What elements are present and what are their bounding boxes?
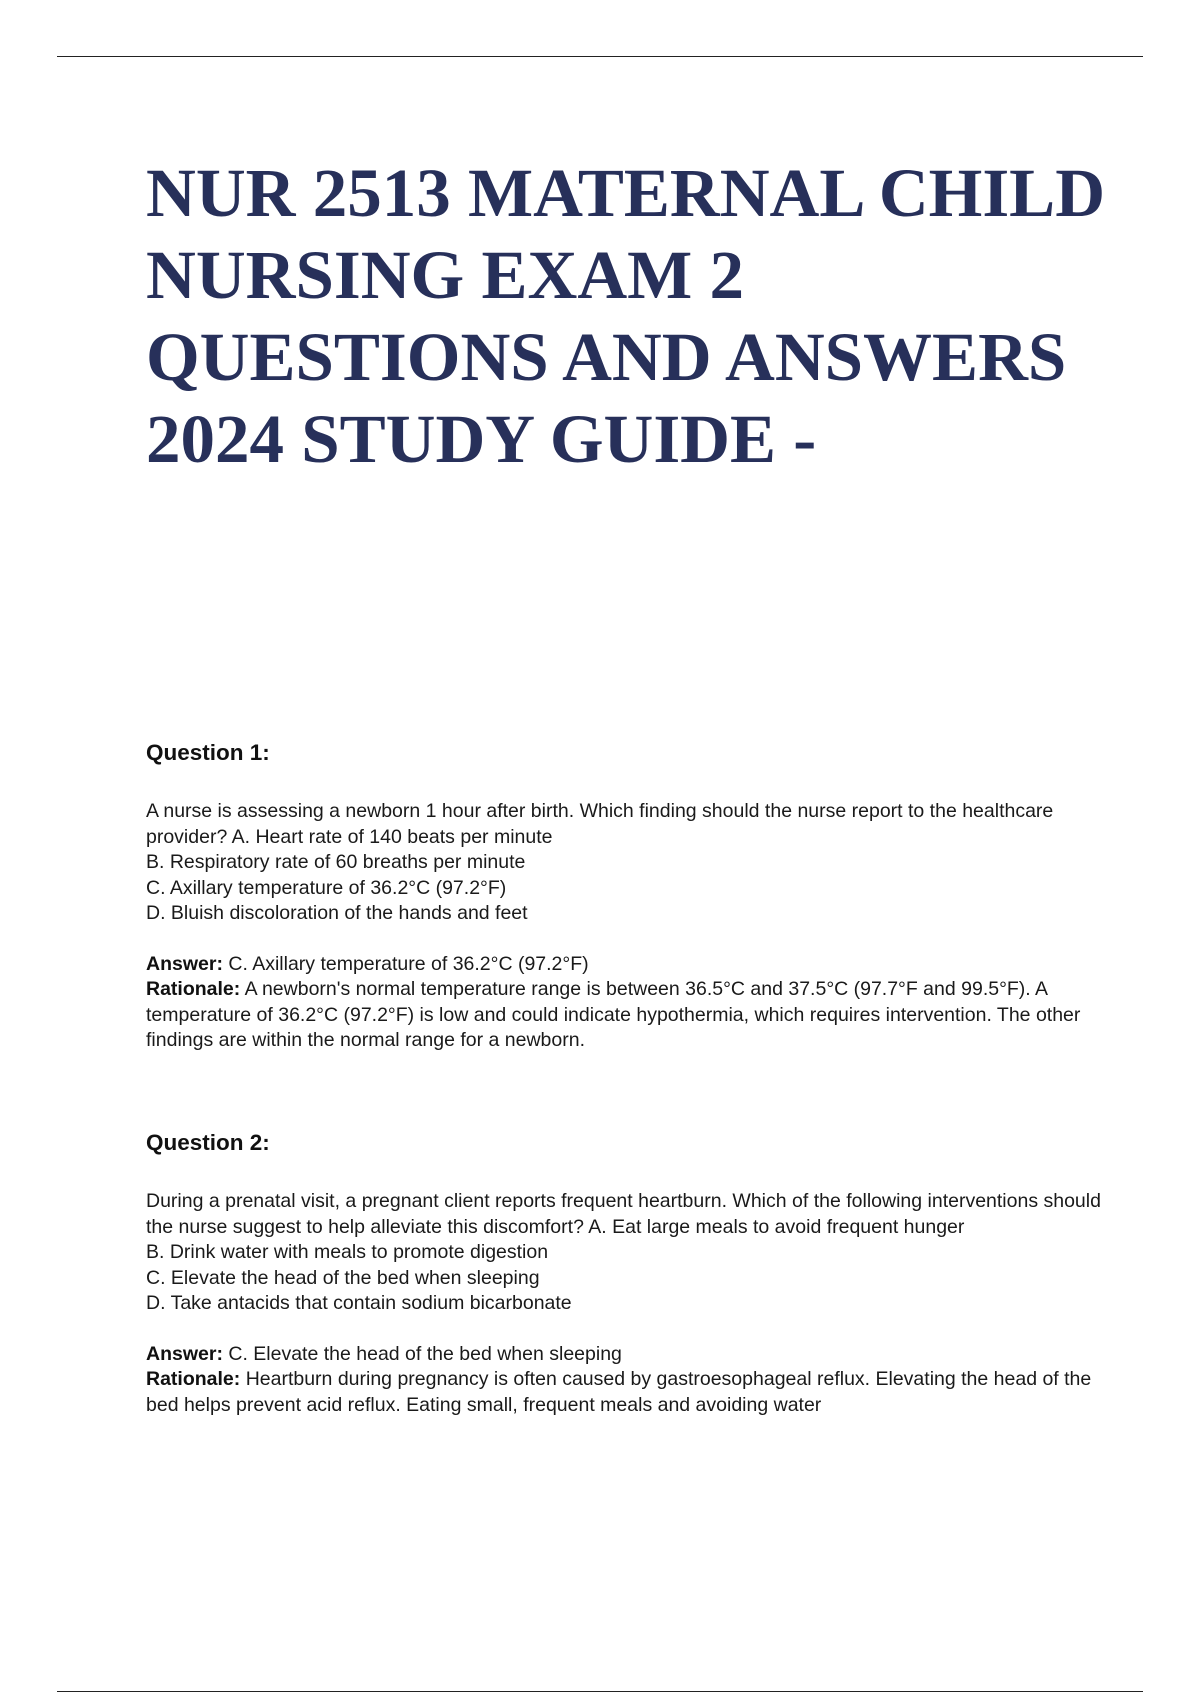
question-2 (146, 1128, 1106, 1418)
answer-line (146, 952, 1106, 978)
answer-line (146, 1342, 1106, 1368)
rationale-line (146, 1367, 1106, 1418)
question-body (146, 1189, 1106, 1317)
option-c: C. Axillary temperature of 36.2°C (97.2°F) (146, 876, 507, 899)
option-c: C. Elevate the head of the bed when sleeping (146, 1266, 540, 1289)
question-stem: A nurse is assessing a newborn 1 hour after birth. Which finding should the nurse report to the healthcare provider? A. Heart rate of 140 beats per minute (146, 800, 1054, 848)
answer-text: C. Axillary temperature of 36.2°C (97.2°F) (228, 952, 589, 975)
answer-label: Answer: (146, 952, 223, 975)
question-1 (146, 738, 1106, 1054)
rationale-text: Heartburn during pregnancy is often caused by gastroesophageal reflux. Elevating the head of the bed helps prevent acid reflux. Eating small, frequent meals and avoiding water (146, 1368, 1092, 1416)
answer-label: Answer: (146, 1342, 223, 1365)
rationale-text: A newborn's normal temperature range is between 36.5°C and 37.5°C (97.7°F and 99.5°F). A temperature of 36.2°C (97.2°F) is low and could indicate hypothermia, which requires intervention. The other findings are within the normal range for a newborn. (146, 978, 1081, 1051)
question-stem: During a prenatal visit, a pregnant client reports frequent heartburn. Which of the following interventions should the nurse suggest to help alleviate this discomfort? A. Eat large meals to avoid frequent hunger (146, 1190, 1101, 1238)
answer-block (146, 1342, 1106, 1419)
bottom-rule (57, 1691, 1143, 1692)
answer-block (146, 952, 1106, 1054)
top-rule (57, 56, 1143, 57)
option-d: D. Bluish discoloration of the hands and feet (146, 902, 528, 924)
rationale-line (146, 977, 1106, 1054)
rationale-label: Rationale: (146, 1368, 241, 1390)
option-b: B. Drink water with meals to promote digestion (146, 1241, 549, 1263)
question-heading: Question 1: (146, 740, 270, 765)
answer-text: C. Elevate the head of the bed when sleeping (228, 1342, 622, 1365)
document-title: NUR 2513 MATERNAL CHILD NURSING EXAM 2 QUESTIONS AND ANSWERS 2024 STUDY GUIDE - (146, 155, 1106, 477)
question-heading: Question 2: (146, 1130, 270, 1155)
option-b: B. Respiratory rate of 60 breaths per minute (146, 851, 526, 873)
question-body (146, 799, 1106, 927)
option-d: D. Take antacids that contain sodium bicarbonate (146, 1292, 572, 1314)
rationale-label: Rationale: (146, 978, 241, 1000)
